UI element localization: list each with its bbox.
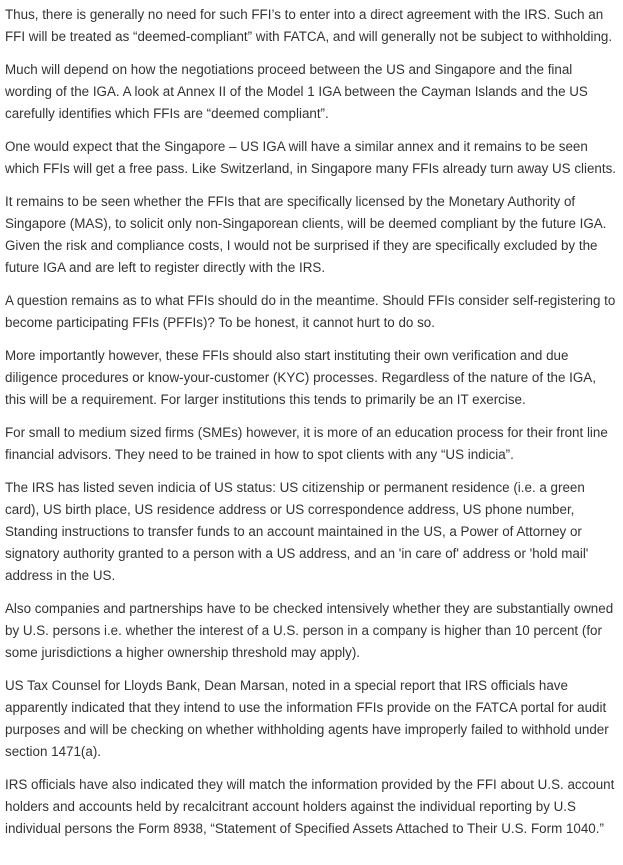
paragraph-form-8938: IRS officials have also indicated they will match the information provided by the FFI about U.S. account holders and accounts held by recalcitrant account holders against the individual reporting by U.S individual persons the Form 8938, “Statement of Specified Assets Attached to Their U.S. Form 1040.” xyxy=(5,777,615,836)
article-body xyxy=(5,4,617,851)
paragraph-negotiations: Much will depend on how the negotiations proceed between the US and Singapore and the final wording of the IGA. A look at Annex II of the Model 1 IGA between the Cayman Islands and the US carefully identifies which FFIs are “deemed compliant”. xyxy=(5,62,588,121)
paragraph-mas-licensed: It remains to be seen whether the FFIs that are specifically licensed by the Monetary Authority of Singapore (MAS), to solicit only non-Singaporean clients, will be deemed compliant by the future IGA. Given the risk and compliance costs, I would not be surprised if they are specifically excluded by the future IGA and are left to register directly with the IRS. xyxy=(5,194,607,275)
paragraph-us-indicia: The IRS has listed seven indicia of US status: US citizenship or permanent residence (i.e. a green card), US birth place, US residence address or US correspondence address, US phone number, Standing instructions to transfer funds to an account maintained in the US, a Power of Attorney or signatory authority granted to a person with a US address, and an 'in care of' address or 'hold mail' address in the US. xyxy=(5,480,589,583)
paragraph-companies: Also companies and partnerships have to be checked intensively whether they are substantially owned by U.S. persons i.e. whether the interest of a U.S. person in a company is higher than 10 percent (for some jurisdictions a higher ownership threshold may apply). xyxy=(5,601,614,660)
paragraph-singapore-annex: One would expect that the Singapore – US IGA will have a similar annex and it remains to be seen which FFIs will get a free pass. Like Switzerland, in Singapore many FFIs already turn away US clients. xyxy=(5,139,617,176)
paragraph-smes: For small to medium sized firms (SMEs) however, it is more of an education process for their front line financial advisors. They need to be trained in how to spot clients with any “US indicia”. xyxy=(5,425,608,462)
paragraph-kyc: More importantly however, these FFIs should also start instituting their own verification and due diligence procedures or know-your-customer (KYC) processes. Regardless of the nature of the IGA, this will be a requirement. For larger institutions this tends to primarily be an IT exercise. xyxy=(5,348,596,407)
paragraph-tax-counsel: US Tax Counsel for Lloyds Bank, Dean Marsan, noted in a special report that IRS officials have apparently indicated that they intend to use the information FFIs provide on the FATCA portal for audit purposes and will be checking on whether withholding agents have improperly failed to withhold under section 1471(a). xyxy=(5,678,609,759)
paragraph-meantime: A question remains as to what FFIs should do in the meantime. Should FFIs consider self-registering to become participating FFIs (PFFIs)? To be honest, it cannot hurt to do so. xyxy=(5,293,616,330)
paragraph-deemed-compliant: Thus, there is generally no need for such FFI’s to enter into a direct agreement with the IRS. Such an FFI will be treated as “deemed-compliant” with FATCA, and will generally not be subject to withholding. xyxy=(5,7,613,44)
